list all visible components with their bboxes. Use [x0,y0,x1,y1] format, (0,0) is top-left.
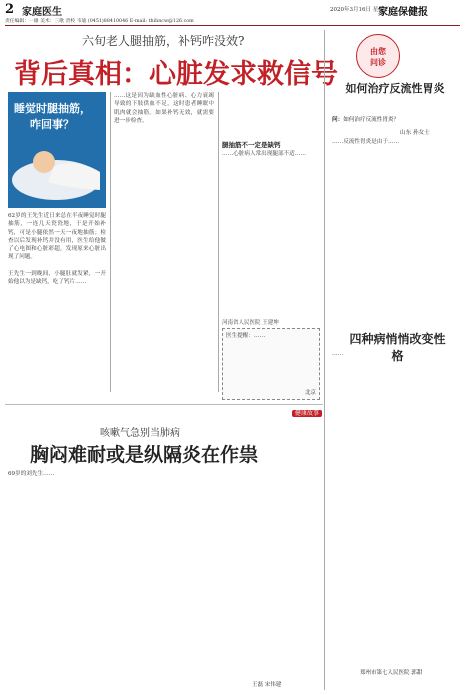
date-line: 2020年3月16日 星期三 [330,7,390,13]
article1-body-col3: ……心脏病人常出现腿部不适…… [222,151,306,157]
sidebar-question-prefix: 问： [332,117,344,123]
info-line: 责任编辑：一雄 美术：三歌 责校 韦迪 (0451)88410046 E-mail: thihncw@126.com [5,19,194,24]
article2-body: 69岁的刘先生…… [8,471,55,477]
ask-doctor-badge [356,34,400,78]
column-rule [218,92,219,392]
doctor-reminder-text: 医生提醒：…… [226,333,266,339]
page-number: 2 [5,2,15,17]
sidebar-subhead: 四种病悄悄改变性格 [349,332,446,363]
article1-body-col2: ……这是因为缺血性心脏病、心力衰竭导致的下肢供血不足，这时患者睡眠中肌肉就会抽筋。如果补钙无效，就需要进一步检查。 [114,93,214,124]
article2-kicker: 咳嗽气急别当肺病 [100,428,180,439]
masthead-rule [5,25,460,26]
article2-headline: 胸闷难耐或是纵隔炎在作祟 [30,444,259,466]
sidebar-subhead-body: …… [332,351,344,357]
article1-subhead: 腿抽筋不一定是缺钙 [222,141,281,149]
sidebar-rule [324,30,325,690]
doctor-reminder-box [222,328,320,400]
sidebar-question-text: 如何治疗反流性胃炎？ [343,117,400,123]
health-story-tag [292,400,322,417]
sidebar-answer: ……反流性胃炎是由于…… [332,139,400,145]
sidebar-footer-author: 郑州市第七人民医院 郭甜 [360,670,423,676]
illustration-text-line1: 睡觉时腿抽筋， [14,102,91,115]
health-story-label: 健康故事 [292,410,322,417]
illustration-text-line2: 咋回事？ [30,118,74,131]
badge-line2: 问诊 [370,57,386,67]
illustration [8,92,106,208]
article2-top-rule [5,404,323,405]
section-name: 家庭保健报 [378,7,428,18]
sidebar-question [332,116,457,124]
article2-signoff: 王磊 宋伟建 [252,682,282,688]
badge-line1: 由您 [370,46,386,56]
doctor-reminder-signature: 北京 [304,390,316,396]
article1-signoff: 河南省人民医院 王建坤 [222,320,279,326]
article1-body-col1: 62岁的王先生近日来总在半夜睡觉时腿抽筋，一连几天瓷瓷地，于是开始补钙，可是小腿依然一天一夜地抽筋；检查以后发现补钙并没有用，医生给他做了心电图和心脏彩超，发现原来心脏出现了问题。 王先生一到晚间，小腿肚就发紧，一开始他以为是缺钙，吃了钙片…… [8,213,106,286]
paper-name: 家庭医生 [22,7,62,18]
article1-headline: 背后真相：心脏发求救信号 [14,59,338,90]
column-rule [110,92,111,392]
sidebar-answer-author: 山东 孙女士 [400,130,430,136]
sidebar-title: 如何治疗反流性胃炎 [345,82,445,95]
article1-kicker: 六旬老人腿抽筋，补钙咋没效? [82,34,245,48]
